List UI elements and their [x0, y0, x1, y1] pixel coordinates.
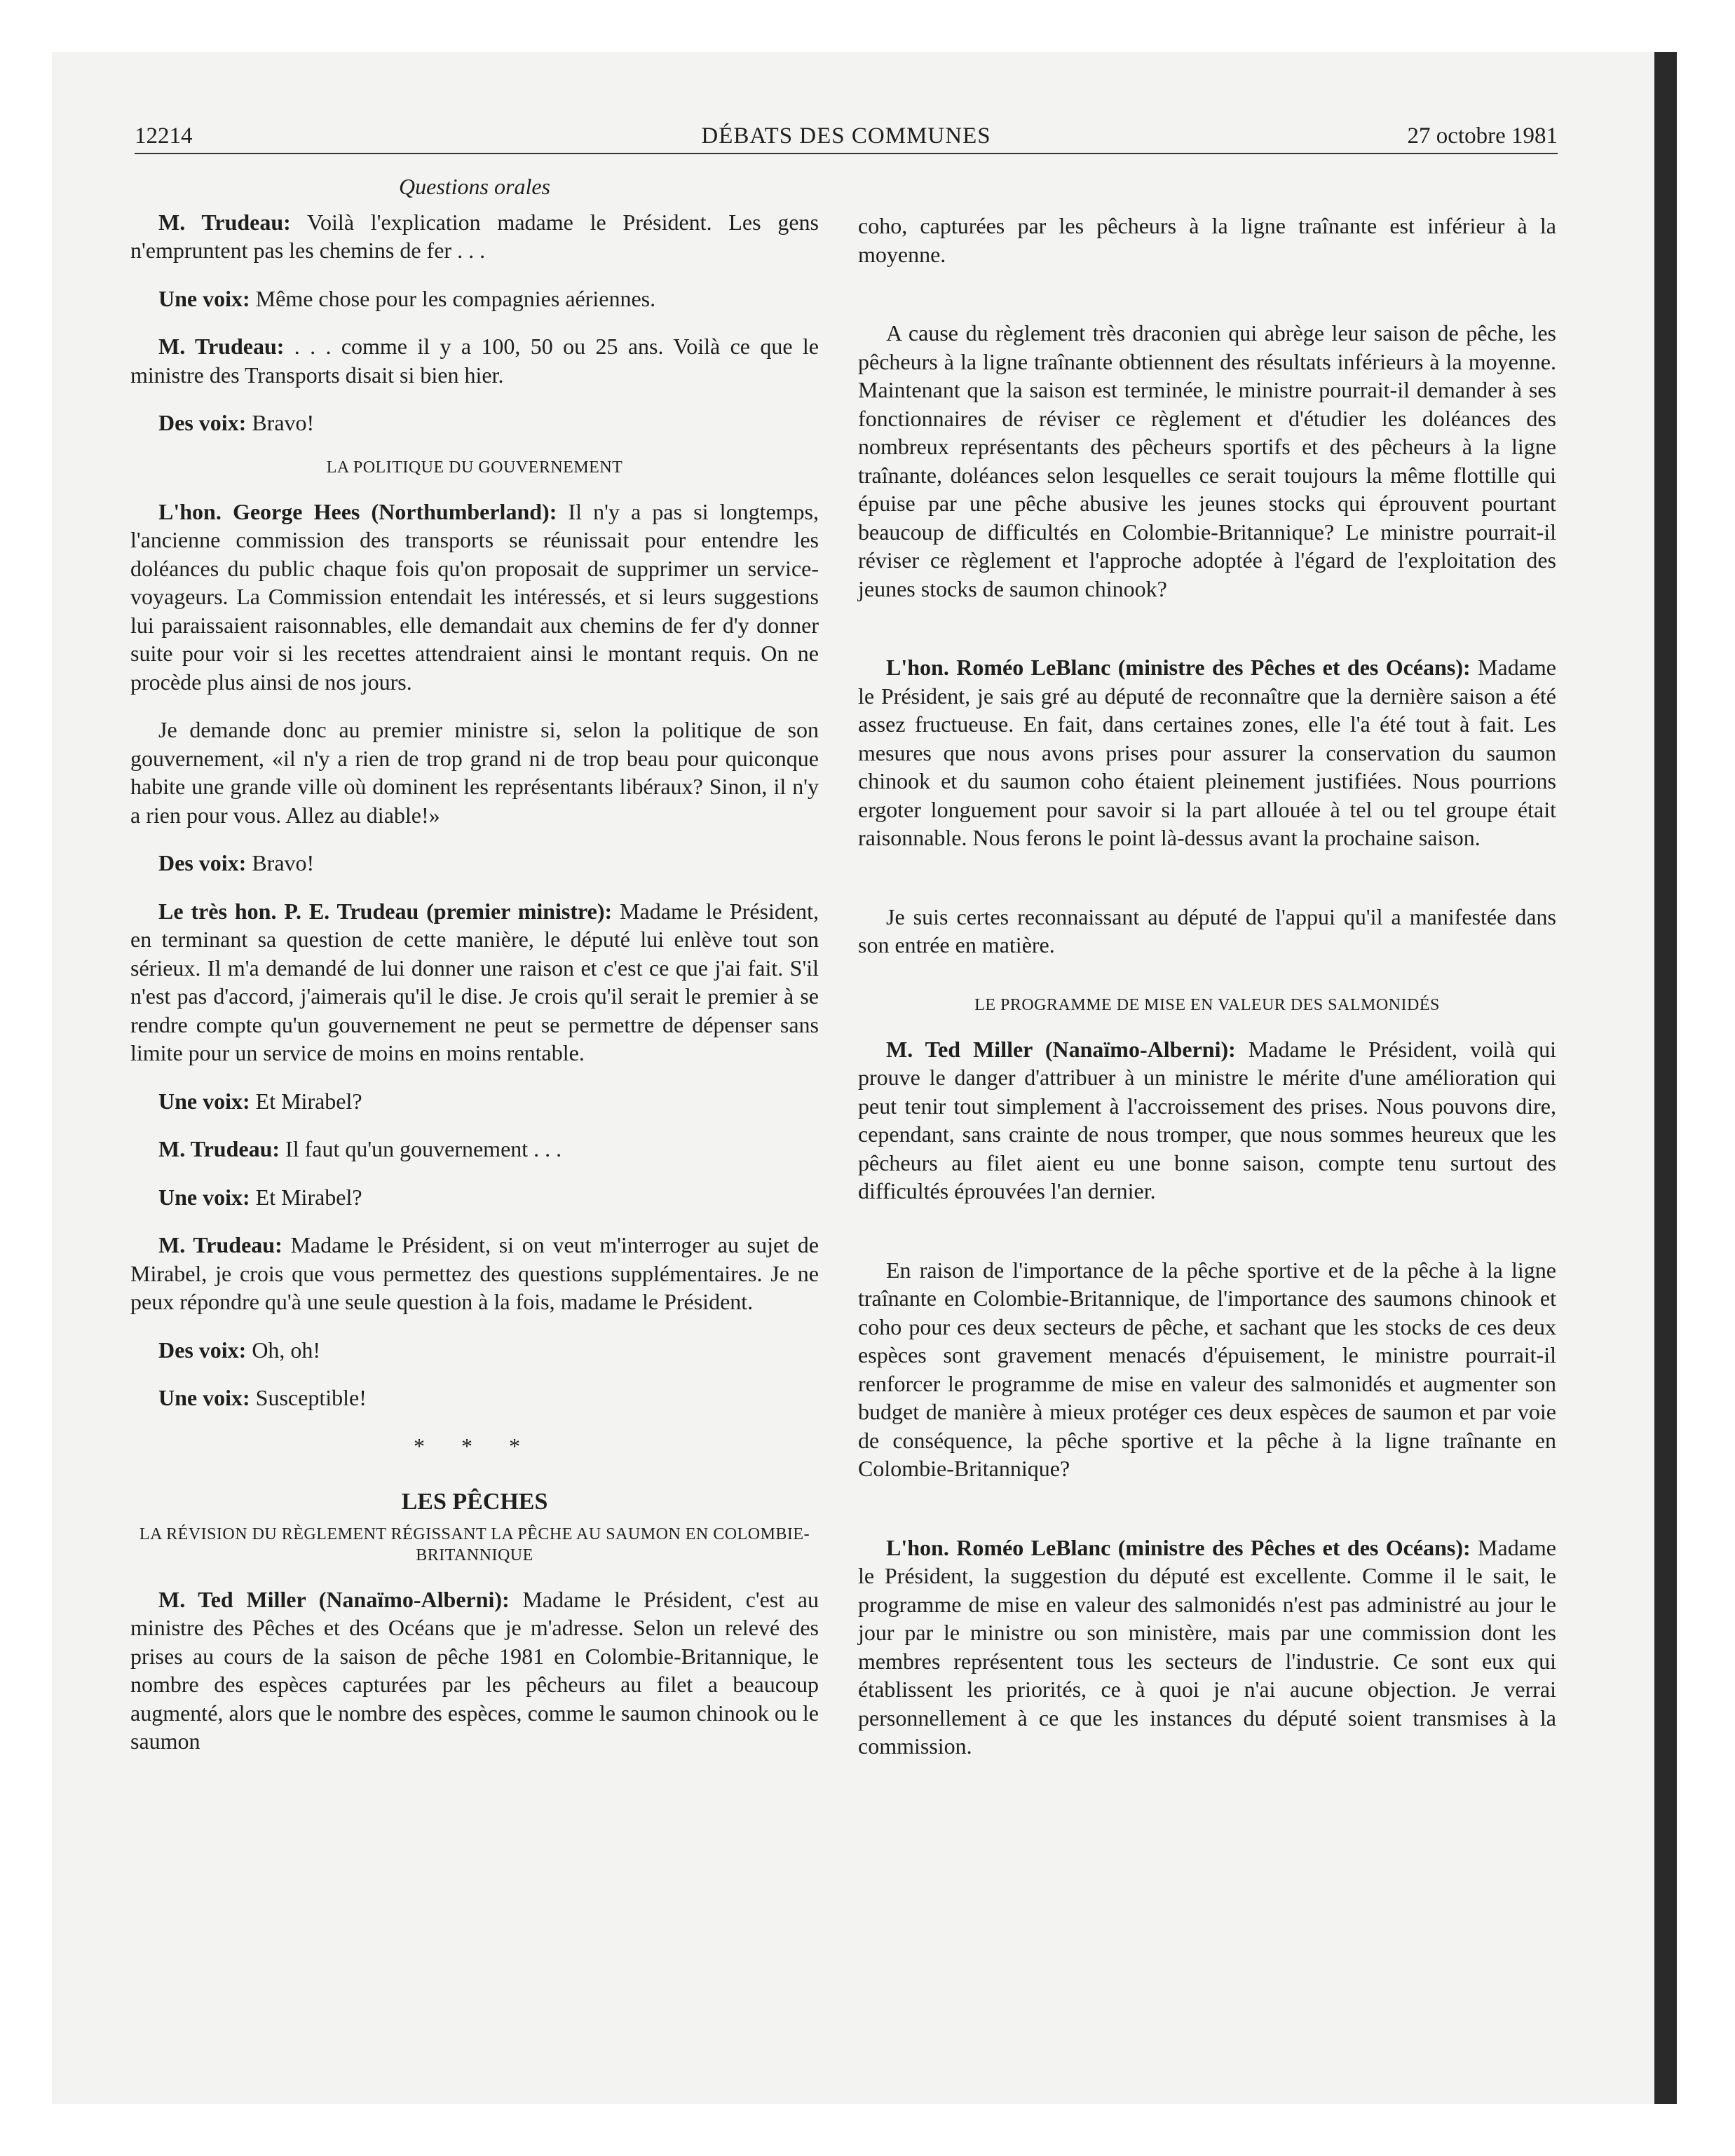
paragraph	[130, 1087, 819, 1116]
paragraph	[858, 653, 1556, 852]
speech: Susceptible!	[250, 1385, 367, 1410]
speech: Et Mirabel?	[250, 1184, 362, 1210]
speech: Madame le Président, la suggestion du député est excellente. Comme il le sait, le programme de mise en valeur des salmonidés n'est pas administré au jour le jour par le ministre ou son ministère, mais par une commission dont les membres représentent tous les secteurs de l'industrie. Ce sont eux qui établissent les priorités, ce à quoi je n'ai aucune objection. Je verrai personnellement à ce que les instances du député soient transmises à la commission.	[858, 1534, 1557, 1759]
paragraph	[130, 208, 819, 265]
paragraph	[130, 1384, 819, 1412]
paragraph: A cause du règlement très draconien qui abrège leur saison de pêche, les pêcheurs à la ligne traînante obtiennent des résultats inférieurs à la moyenne. Maintenant que la saison est terminée, le ministre pourrait-il demander à ses fonctionnaires de réviser ce règlement et d'étudier les doléances des nombreux représentants des pêcheurs sportifs et des pêcheurs à la ligne traînante, doléances selon lesquelles ce serait toujours la même flottille qui épuise par une pêche abusive les jeunes stocks qui éprouvent pourtant beaucoup de difficultés en Colombie-Britannique? Le ministre pourrait-il réviser ce règlement et l'approche adoptée à l'égard de l'exploitation des jeunes stocks de saumon chinook?	[858, 320, 1556, 601]
speaker: L'hon. Roméo LeBlanc (ministre des Pêches et des Océans):	[886, 655, 1471, 680]
speech: Voilà l'explication madame le Président. Les gens n'empruntent pas les chemins de fer . . .	[130, 209, 819, 263]
scan-edge-shadow	[1654, 52, 1677, 2104]
speaker: L'hon. George Hees (Northumberland):	[158, 498, 557, 524]
paragraph	[130, 1336, 819, 1365]
speaker: M. Ted Miller (Nanaïmo-Alberni):	[886, 1036, 1236, 1062]
paragraph	[130, 285, 819, 313]
paragraph	[130, 897, 819, 1067]
running-head: Questions orales	[399, 174, 550, 199]
paragraph: En raison de l'importance de la pêche sportive et de la pêche à la ligne traînante en Colombie-Britannique, de l'importance des saumons chinook et coho pour ces deux secteurs de pêche, et sachant que les stocks de ces deux espèces sont gravement menacés d'épuisement, le ministre pourrait-il renforcer le programme de mise en valeur des salmonidés et augmenter son budget de manière à mieux protéger ces deux espèces de saumon et par voie de conséquence, la pêche sportive et la pêche à la ligne traînante en Colombie-Britannique?	[858, 1257, 1556, 1481]
speaker: M. Ted Miller (Nanaïmo-Alberni):	[158, 1586, 510, 1612]
speech: Il n'y a pas si longtemps, l'ancienne commission des transports se réunissait pour entendre les doléances du public chaque fois qu'on proposait de supprimer un service-voyageurs. La Commission entendait les intéressés, et si leurs suggestions lui paraissaient raisonnables, elle demandait aux chemins de fer d'y donner suite pour voir si les recettes attendraient ainsi le montant requis. On ne procède plus ainsi de nos jours.	[130, 498, 819, 695]
paragraph	[130, 849, 819, 878]
page-number: 12214	[135, 123, 193, 149]
speaker: Une voix:	[158, 1088, 250, 1114]
speaker: Le très hon. P. E. Trudeau (premier ministre):	[158, 898, 613, 924]
right-column	[858, 212, 1556, 1780]
page-header	[135, 118, 1558, 154]
speech: Et Mirabel?	[250, 1088, 362, 1114]
paragraph	[130, 1135, 819, 1164]
speech: Même chose pour les compagnies aériennes.	[250, 285, 656, 311]
speaker: Une voix:	[158, 285, 250, 311]
paragraph	[858, 1035, 1556, 1206]
left-column	[130, 172, 819, 1775]
speaker: Des voix:	[158, 1337, 247, 1363]
speaker: M. Trudeau:	[158, 1232, 283, 1257]
paragraph	[130, 1585, 819, 1756]
paragraph: Je demande donc au premier ministre si, selon la politique de son gouvernement, «il n'y a rien de trop grand ni de trop beau pour quiconque habite une grande ville où dominent les représentants libéraux? Sinon, il n'y a rien pour vous. Allez au diable!»	[130, 717, 819, 828]
section-separator: * * *	[414, 1433, 536, 1459]
subheading: LE PROGRAMME DE MISE EN VALEUR DES SALMONIDÉS	[974, 995, 1440, 1014]
paragraph	[130, 332, 819, 389]
speaker: Une voix:	[158, 1385, 250, 1410]
section-title: LES PÊCHES	[401, 1489, 548, 1515]
speaker: Des voix:	[158, 410, 247, 435]
subheading: LA POLITIQUE DU GOUVERNEMENT	[326, 458, 623, 477]
page-date: 27 octobre 1981	[1407, 123, 1558, 149]
subheading: LA RÉVISION DU RÈGLEMENT RÉGISSANT LA PÊCHE AU SAUMON EN COLOMBIE-BRITANNIQUE	[139, 1524, 810, 1564]
speech: Madame le Président, en terminant sa question de cette manière, le député lui enlève tout son sérieux. Il m'a demandé de lui donner une raison et c'est ce que j'ai fait. S'il n'est pas d'accord, j'aimerais qu'il le dise. Je crois qu'il serait le premier à se rendre compte qu'un gouvernement ne peut se permettre de dépenser sans limite pour un service de moins en moins rentable.	[130, 898, 819, 1065]
paragraph	[130, 409, 819, 437]
speaker: L'hon. Roméo LeBlanc (ministre des Pêches et des Océans):	[886, 1534, 1471, 1560]
paragraph: Je suis certes reconnaissant au député de l'appui qu'il a manifestée dans son entrée en matière.	[858, 903, 1556, 957]
paragraph	[130, 498, 819, 697]
speaker: M. Trudeau:	[158, 209, 291, 235]
speech: Il faut qu'un gouvernement . . .	[280, 1136, 562, 1161]
speech: Madame le Président, si on veut m'interroger au sujet de Mirabel, je crois que vous permettez des questions supplémentaires. Je ne peux répondre qu'à une seule question à la fois, madame le Président.	[130, 1232, 819, 1314]
header-rule	[135, 153, 1558, 154]
speaker: M. Trudeau:	[158, 1136, 280, 1161]
speech: Oh, oh!	[246, 1337, 321, 1363]
speech: Madame le Président, c'est au ministre des Pêches et des Océans que je m'adresse. Selon un relevé des prises au cours de la saison de pêche 1981 en Colombie-Britannique, le nombre des espèces capturées par les pêcheurs au filet a beaucoup augmenté, alors que le nombre des espèces, comme le saumon chinook ou le saumon	[130, 1586, 819, 1754]
speech: . . . comme il y a 100, 50 ou 25 ans. Voilà ce que le ministre des Transports disait si bien hier.	[130, 334, 819, 388]
speaker: M. Trudeau:	[158, 334, 285, 359]
speech: Bravo!	[246, 850, 315, 875]
speaker: Des voix:	[158, 850, 247, 875]
paragraph: coho, capturées par les pêcheurs à la ligne traînante est inférieur à la moyenne.	[858, 213, 1556, 267]
paragraph	[130, 1231, 819, 1316]
paragraph	[858, 1534, 1556, 1761]
publication-title: DÉBATS DES COMMUNES	[701, 123, 991, 149]
paragraph	[130, 1183, 819, 1212]
speech: Bravo!	[246, 410, 315, 435]
speech: Madame le Président, voilà qui prouve le danger d'attribuer à un ministre le mérite d'une amélioration qui peut tenir tout simplement à l'accroissement des prises. Nous pouvons dire, cependant, sans crainte de nous tromper, que nous sommes heureux que les pêcheurs au filet aient eu une bonne saison, compte tenu surtout des difficultés éprouvées l'an dernier.	[858, 1036, 1557, 1203]
speaker: Une voix:	[158, 1184, 250, 1210]
speech: Madame le Président, je sais gré au député de reconnaître que la dernière saison a été assez fructueuse. En fait, dans certaines zones, elle l'a été tout à fait. Les mesures que nous avons prises pour assurer la conservation du saumon chinook et du saumon coho étaient pleinement justifiées. Nous pourrions ergoter longuement pour savoir si la part allouée à tel ou tel groupe était raisonnable. Nous ferons le point là-dessus avant la prochaine saison.	[858, 655, 1557, 850]
